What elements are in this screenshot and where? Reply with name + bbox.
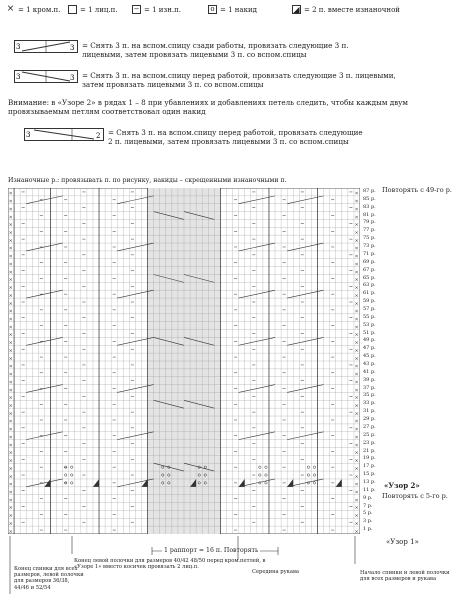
- row-number: 59 р.: [363, 298, 376, 305]
- svg-text:×: ×: [354, 450, 359, 457]
- legend-item-yo: o = 1 накид: [208, 5, 257, 14]
- svg-text:×: ×: [354, 465, 359, 472]
- row-number: 53 р.: [363, 321, 376, 328]
- row-number: 61 р.: [363, 290, 376, 297]
- row-number: 3 р.: [363, 518, 373, 525]
- svg-text:×: ×: [8, 505, 13, 512]
- left-front-end-note: Конец левой полочки для размеров 40/42 48/50 перед кром.петлей, в «Узоре 1» вместо косичек провязать 2 лиц.п.: [74, 558, 266, 571]
- svg-text:×: ×: [354, 308, 359, 315]
- svg-text:×: ×: [8, 198, 13, 205]
- svg-text:×: ×: [354, 434, 359, 441]
- cable-front-3-2-icon: [24, 128, 104, 142]
- sleeve-middle-note: Середина рукава: [252, 569, 300, 575]
- svg-text:×: ×: [354, 379, 359, 386]
- legend-item-edge: × = 1 кром.п.: [6, 4, 61, 14]
- svg-text:×: ×: [8, 402, 13, 409]
- purl-rows-note: Изнаночные р.: провязывать п. по рисунку, накиды – скрещенными изнаночными п.: [8, 177, 287, 184]
- svg-text:×: ×: [8, 450, 13, 457]
- svg-text:×: ×: [354, 371, 359, 378]
- svg-text:×: ×: [8, 497, 13, 504]
- row-number: 37 р.: [363, 384, 376, 391]
- svg-text:×: ×: [8, 292, 13, 299]
- svg-text:×: ×: [8, 237, 13, 244]
- svg-text:×: ×: [8, 285, 13, 292]
- svg-text:×: ×: [8, 442, 13, 449]
- row-number: 33 р.: [363, 400, 376, 407]
- stitch-chart: [8, 188, 360, 534]
- svg-text:×: ×: [8, 308, 13, 315]
- svg-text:×: ×: [354, 520, 359, 527]
- row-number: 73 р.: [363, 243, 376, 250]
- k2tog-purl-icon: ◢: [293, 4, 300, 14]
- svg-text:×: ×: [354, 245, 359, 252]
- svg-text:×: ×: [354, 442, 359, 449]
- svg-text:×: ×: [8, 269, 13, 276]
- cable-front-3-3-icon: [14, 70, 78, 84]
- svg-text:×: ×: [8, 332, 13, 339]
- svg-text:×: ×: [8, 214, 13, 221]
- row-number: 13 р.: [363, 478, 376, 485]
- pattern1-label: «Узор 1»: [386, 538, 419, 546]
- svg-text:×: ×: [354, 198, 359, 205]
- row-number: 7 р.: [363, 502, 373, 509]
- svg-text:×: ×: [8, 458, 13, 465]
- row-number: 55 р.: [363, 313, 376, 320]
- row-number: 45 р.: [363, 353, 376, 360]
- cable1-description: = Снять 3 п. на вспом.спицу сзади работы, провязать следующие 3 п. лицевыми, затем провязать лицевыми 3 п. со вспом.спицы: [82, 41, 349, 59]
- svg-text:×: ×: [354, 489, 359, 496]
- cable2-description: = Снять 3 п. на вспом.спицу перед работой, провязать следующие 3 п. лицевыми, затем провязать лицевыми 3 п. со вспом.спицы: [82, 71, 396, 89]
- svg-text:×: ×: [8, 190, 13, 197]
- svg-text:×: ×: [8, 473, 13, 480]
- svg-text:×: ×: [354, 253, 359, 260]
- svg-text:×: ×: [8, 513, 13, 520]
- svg-text:×: ×: [8, 355, 13, 362]
- svg-text:2: 2: [96, 132, 101, 140]
- legend-item-purl: − = 1 изн.п.: [133, 5, 182, 14]
- row-number: 63 р.: [363, 282, 376, 289]
- row-number: 57 р.: [363, 305, 376, 312]
- row-number: 75 р.: [363, 235, 376, 242]
- svg-text:×: ×: [354, 277, 359, 284]
- svg-text:×: ×: [354, 324, 359, 331]
- row-number: 21 р.: [363, 447, 376, 454]
- row-number: 65 р.: [363, 274, 376, 281]
- row-number: 85 р.: [363, 195, 376, 202]
- row-number: 15 р.: [363, 471, 376, 478]
- svg-text:×: ×: [354, 355, 359, 362]
- row-number: 5 р.: [363, 510, 373, 517]
- svg-text:×: ×: [354, 402, 359, 409]
- cable3-description: = Снять 3 п. на вспом.спицу перед работой, провязать следующие 2 п. лицевыми, затем провязать лицевыми 3 п. со вспом.спицы: [108, 128, 363, 146]
- repeat-from-5-label: Повторять с 5-го р.: [382, 492, 448, 500]
- svg-text:×: ×: [8, 316, 13, 323]
- svg-text:×: ×: [354, 363, 359, 370]
- svg-text:×: ×: [354, 190, 359, 197]
- svg-text:×: ×: [354, 222, 359, 229]
- row-number: 51 р.: [363, 329, 376, 336]
- svg-text:×: ×: [354, 528, 359, 534]
- yarn-over-icon: o: [208, 5, 217, 14]
- svg-text:×: ×: [354, 410, 359, 417]
- svg-text:×: ×: [8, 387, 13, 394]
- svg-text:3: 3: [26, 131, 31, 139]
- svg-text:×: ×: [8, 371, 13, 378]
- row-number: 69 р.: [363, 258, 376, 265]
- back-end-note: Конец спинки для всех размеров, левой полочки для размеров 36/38, 44/46 и 52/54: [14, 566, 84, 591]
- row-number: 35 р.: [363, 392, 376, 399]
- svg-text:×: ×: [354, 285, 359, 292]
- svg-text:×: ×: [354, 497, 359, 504]
- svg-text:×: ×: [354, 513, 359, 520]
- svg-text:×: ×: [8, 347, 13, 354]
- chart-grid: [8, 188, 360, 534]
- rapport-label: 1 раппорт = 16 п. Повторять: [164, 547, 259, 554]
- svg-text:3: 3: [16, 43, 21, 51]
- row-number: 9 р.: [363, 494, 373, 501]
- row-number: 67 р.: [363, 266, 376, 273]
- svg-text:3: 3: [70, 44, 75, 52]
- row-number: 81 р.: [363, 211, 376, 218]
- svg-text:×: ×: [8, 489, 13, 496]
- row-number: 43 р.: [363, 361, 376, 367]
- svg-text:×: ×: [354, 269, 359, 276]
- row-number: 83 р.: [363, 203, 376, 210]
- svg-text:×: ×: [354, 395, 359, 402]
- svg-text:×: ×: [354, 229, 359, 236]
- row-number: 41 р.: [363, 368, 376, 375]
- legend-item-knit: = 1 лиц.п.: [68, 5, 118, 14]
- svg-text:×: ×: [354, 300, 359, 307]
- svg-text:×: ×: [354, 418, 359, 425]
- svg-text:×: ×: [8, 528, 13, 534]
- svg-text:×: ×: [354, 237, 359, 244]
- row-number: 17 р.: [363, 463, 376, 470]
- row-number: 79 р.: [363, 219, 376, 226]
- svg-text:×: ×: [8, 481, 13, 488]
- svg-text:×: ×: [354, 426, 359, 433]
- row-number: 25 р.: [363, 431, 376, 438]
- svg-text:×: ×: [8, 245, 13, 252]
- svg-text:×: ×: [354, 340, 359, 347]
- legend: [6, 5, 456, 21]
- svg-text:×: ×: [354, 387, 359, 394]
- row-number: 11 р.: [363, 486, 376, 493]
- svg-text:×: ×: [354, 292, 359, 299]
- svg-text:×: ×: [8, 395, 13, 402]
- svg-text:×: ×: [354, 261, 359, 268]
- svg-text:×: ×: [8, 340, 13, 347]
- row-number: 1 р.: [363, 526, 373, 533]
- svg-text:×: ×: [354, 316, 359, 323]
- purl-stitch-icon: −: [133, 5, 140, 13]
- back-start-note: Начало спинки и левой полочки для всех размеров и рукава: [360, 570, 450, 583]
- svg-text:×: ×: [354, 481, 359, 488]
- svg-text:×: ×: [8, 410, 13, 417]
- svg-text:3: 3: [70, 74, 75, 82]
- svg-text:×: ×: [8, 253, 13, 260]
- svg-text:×: ×: [8, 229, 13, 236]
- svg-text:×: ×: [354, 347, 359, 354]
- svg-text:×: ×: [8, 261, 13, 268]
- pattern2-label: «Узор 2»: [384, 481, 420, 490]
- svg-text:×: ×: [8, 222, 13, 229]
- row-number: 29 р.: [363, 416, 376, 423]
- edge-stitch-icon: ×: [6, 4, 15, 14]
- row-number: 47 р.: [363, 345, 376, 352]
- row-number: 19 р.: [363, 455, 376, 462]
- svg-text:×: ×: [8, 465, 13, 472]
- svg-text:×: ×: [8, 434, 13, 441]
- svg-text:×: ×: [354, 332, 359, 339]
- repeat-from-49-label: Повторять с 49-го р.: [382, 186, 452, 194]
- row-number: 77 р.: [363, 227, 376, 234]
- svg-text:×: ×: [8, 418, 13, 425]
- svg-text:×: ×: [354, 505, 359, 512]
- legend-item-k2tog: ◢ = 2 п. вместе изнаночной: [293, 4, 400, 14]
- row-number: 31 р.: [363, 408, 376, 415]
- svg-text:×: ×: [354, 206, 359, 213]
- svg-text:×: ×: [354, 214, 359, 221]
- row-number: 23 р.: [363, 439, 376, 446]
- cable-back-3-3-icon: [14, 40, 78, 54]
- row-number: 39 р.: [363, 376, 376, 383]
- svg-text:×: ×: [8, 300, 13, 307]
- svg-text:×: ×: [354, 473, 359, 480]
- svg-text:×: ×: [8, 324, 13, 331]
- row-number: 87 р.: [363, 188, 376, 194]
- knit-stitch-icon: [68, 5, 77, 14]
- svg-text:×: ×: [8, 363, 13, 370]
- row-number: 27 р.: [363, 423, 376, 430]
- attention-note: Внимание: в «Узоре 2» в рядах 1 – 8 при убавлениях и добавлениях петель следить, чтобы каждым двум провязываемым петлям соответствовал один накид: [8, 98, 408, 116]
- svg-text:×: ×: [8, 520, 13, 527]
- svg-text:×: ×: [8, 426, 13, 433]
- row-number: 71 р.: [363, 250, 376, 257]
- svg-text:×: ×: [8, 206, 13, 213]
- svg-text:×: ×: [8, 379, 13, 386]
- svg-text:×: ×: [354, 458, 359, 465]
- row-number: 49 р.: [363, 337, 376, 344]
- svg-text:3: 3: [16, 73, 21, 81]
- svg-text:×: ×: [8, 277, 13, 284]
